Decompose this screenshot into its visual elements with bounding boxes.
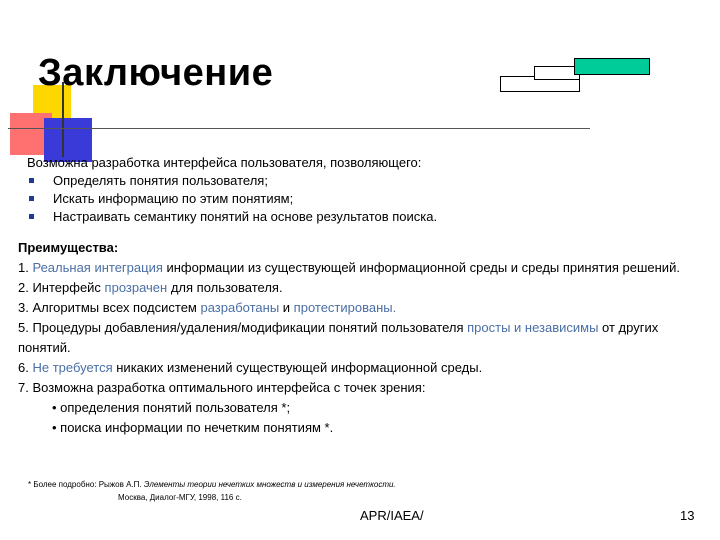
footnote-book-title: Элементы теории нечетких множеств и измерения нечеткости. bbox=[143, 480, 396, 489]
square-bullet-icon bbox=[29, 196, 34, 201]
item-text: 3. Алгоритмы всех подсистем bbox=[18, 300, 201, 315]
list-item bbox=[27, 190, 437, 208]
list-item-text: Определять понятия пользователя; bbox=[53, 173, 268, 188]
highlight-text: просты и независимы bbox=[467, 320, 599, 335]
highlight-text: протестированы. bbox=[293, 300, 397, 315]
advantage-item-5 bbox=[18, 318, 698, 358]
intro-block bbox=[27, 154, 437, 226]
item-number: 1. bbox=[18, 260, 33, 275]
item-text: от других понятий. bbox=[18, 320, 659, 355]
advantages-heading: Преимущества: bbox=[18, 240, 119, 255]
item-text: и bbox=[279, 300, 294, 315]
advantage-item-3 bbox=[18, 298, 698, 318]
highlight-text: разработаны bbox=[200, 300, 280, 315]
page-title: Заключение bbox=[38, 52, 274, 94]
list-item-text: Искать информацию по этим понятиям; bbox=[53, 191, 294, 206]
advantage-item-2 bbox=[18, 278, 698, 298]
highlight-text: прозрачен bbox=[104, 280, 168, 295]
title-underline bbox=[8, 128, 590, 129]
item-text: 2. Интерфейс bbox=[18, 280, 105, 295]
advantage-item-7: 7. Возможна разработка оптимального интерфейса с точек зрения: bbox=[18, 380, 426, 395]
footer-label: APR/IAEA/ bbox=[360, 508, 424, 523]
advantage-item-1 bbox=[18, 258, 698, 278]
sub-item: • поиска информации по нечетким понятиям *. bbox=[52, 420, 334, 435]
item-text: для пользователя. bbox=[167, 280, 283, 295]
footnote-text: * Более подробно: Рыжов А.П. bbox=[28, 480, 144, 489]
item-text: информации из существующей информационной среды и среды принятия решений. bbox=[162, 260, 680, 275]
highlight-text: Реальная интеграция bbox=[32, 260, 163, 275]
footnote-publisher: Москва, Диалог-МГУ, 1998, 116 с. bbox=[118, 493, 242, 502]
square-bullet-icon bbox=[29, 178, 34, 183]
page-number: 13 bbox=[680, 508, 695, 523]
intro-bullet-list bbox=[27, 172, 437, 226]
intro-lead: Возможна разработка интерфейса пользователя, позволяющего: bbox=[27, 155, 422, 170]
item-text: 6. bbox=[18, 360, 33, 375]
list-item bbox=[27, 172, 437, 190]
list-item-text: Настраивать семантику понятий на основе результатов поиска. bbox=[53, 209, 438, 224]
item-text: никаких изменений существующей информационной среды. bbox=[112, 360, 483, 375]
highlight-text: Не требуется bbox=[32, 360, 113, 375]
footnote bbox=[28, 478, 396, 504]
item-text: 5. Процедуры добавления/удаления/модификации понятий пользователя bbox=[18, 320, 468, 335]
advantage-item-6 bbox=[18, 358, 698, 378]
list-item bbox=[27, 208, 437, 226]
advantages-block bbox=[18, 238, 698, 438]
decor-green-rectangle bbox=[574, 58, 650, 75]
square-bullet-icon bbox=[29, 214, 34, 219]
sub-item: • определения понятий пользователя *; bbox=[52, 400, 291, 415]
